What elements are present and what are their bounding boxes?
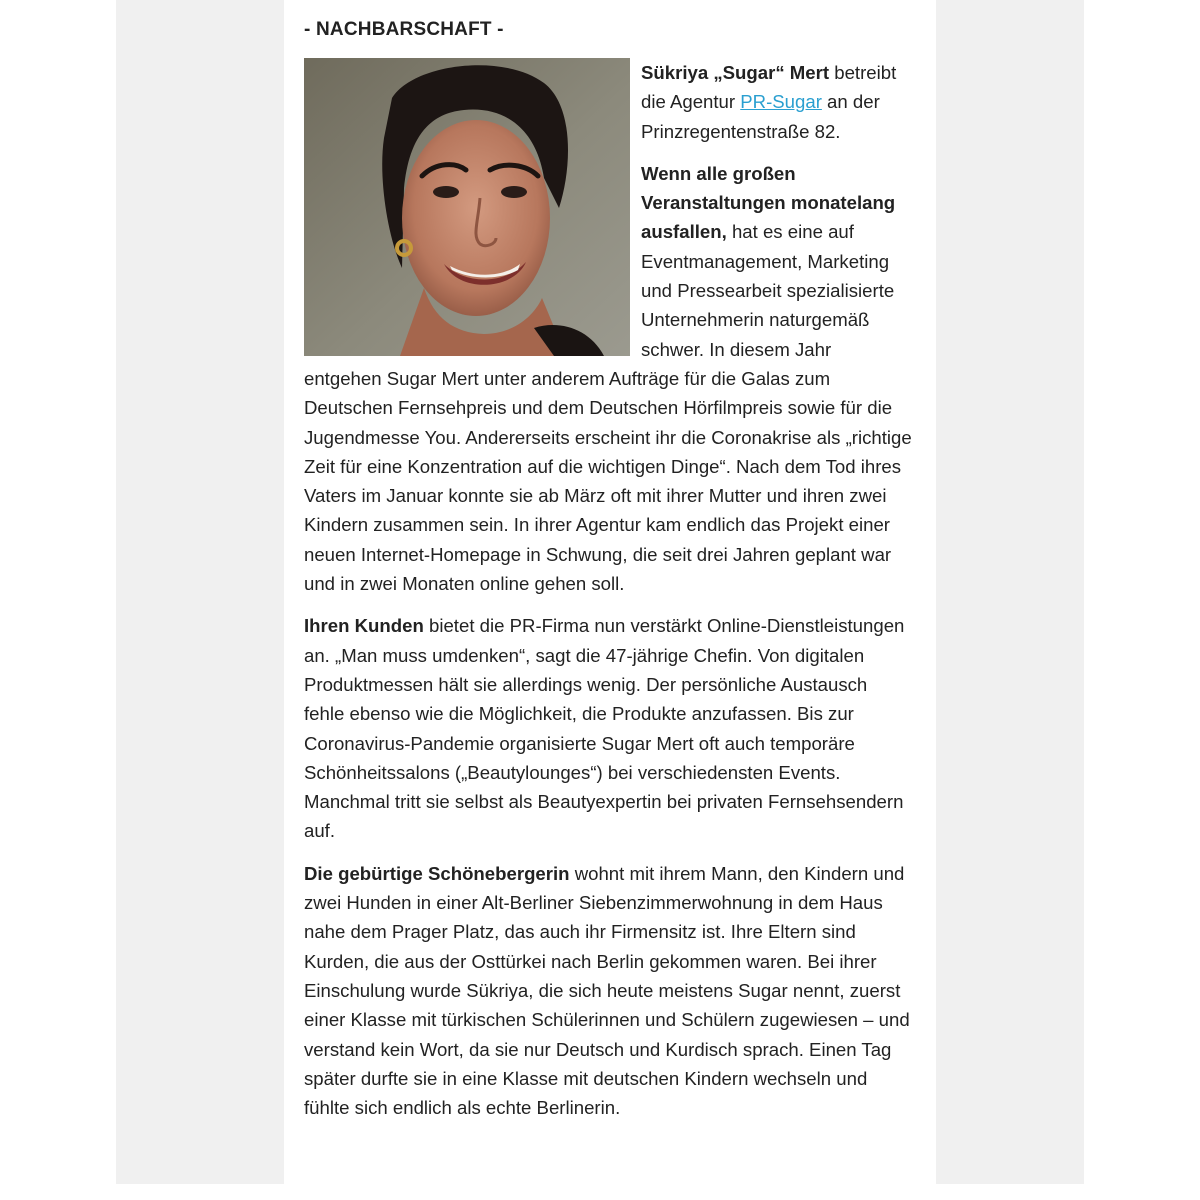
article [304, 14, 912, 1135]
agency-link[interactable]: PR-Sugar [740, 91, 822, 113]
paragraph-biography-text: wohnt mit ihrem Mann, den Kindern und zwei Hunden in einer Alt-Berliner Siebenzimmerwohnung in dem Haus nahe dem Prager Platz, das auch ihr Firmensitz ist. Ihre Eltern sind Kurden, die aus der Osttürkei nach Berlin gekommen waren. Bei ihrer Einschulung wurde Sükriya, die sich heute meistens Sugar nennt, zuerst einer Klasse mit türkischen Schülerinnen und Schülern zugewiesen – und verstand kein Wort, da sie nur Deutsch und Kurdisch sprach. Einen Tag später durfte sie in eine Klasse mit deutschen Kindern wechseln und fühlte sich endlich als echte Berlinerin. [304, 862, 910, 1119]
paragraph-customers [304, 611, 912, 845]
paragraph-events-lead: Wenn alle großen Veranstaltungen monatelang ausfallen, [641, 162, 896, 243]
paragraph-biography-lead: Die gebürtige Schönebergerin [304, 862, 570, 884]
paragraph-customers-lead: Ihren Kunden [304, 615, 424, 637]
intro-text-1: betreibt die Agentur [641, 62, 897, 113]
portrait-photo [304, 58, 630, 356]
section-label: - NACHBARSCHAFT - [304, 19, 504, 40]
paragraph-biography [304, 859, 912, 1123]
person-name: Sükriya „Sugar“ Mert [641, 62, 830, 83]
intro-text-2: an der Prinzregentenstraße 82. [641, 91, 880, 142]
paragraph-events-text: hat es eine auf Eventmanagement, Marketing und Pressearbeit spezialisierte Unternehmerin naturgemäß schwer. In diesem Jahr entgehen Sugar Mert unter anderem Aufträge für die Galas zum Deutschen Fernsehpreis und dem Deutschen Hörfilmpreis sowie für die Jugendmesse You. Andererseits erscheint ihr die Coronakrise als „richtige Zeit für eine Konzentration auf die wichtigen Dinge“. Nach dem Tod ihres Vaters im Januar konnte sie ab März oft mit ihrer Mutter und ihren zwei Kindern zusammen sein. In ihrer Agentur kam endlich das Projekt einer neuen Internet-Homepage in Schwung, die seit drei Jahren geplant war und in zwei Monaten online gehen soll. [304, 221, 912, 595]
paragraph-customers-text: bietet die PR-Firma nun verstärkt Online-Dienstleistungen an. „Man muss umdenken“, sagt die 47-jährige Chefin. Von digitalen Produktmessen hält sie allerdings wenig. Der persönliche Austausch fehle ebenso wie die Möglichkeit, die Produkte anzufassen. Bis zur Coronavirus-Pandemie organisierte Sugar Mert oft auch temporäre Schönheitssalons („Beautylounges“) bei verschiedensten Events. Manchmal tritt sie selbst als Beautyexpertin bei privaten Fernsehsendern auf. [304, 615, 905, 842]
